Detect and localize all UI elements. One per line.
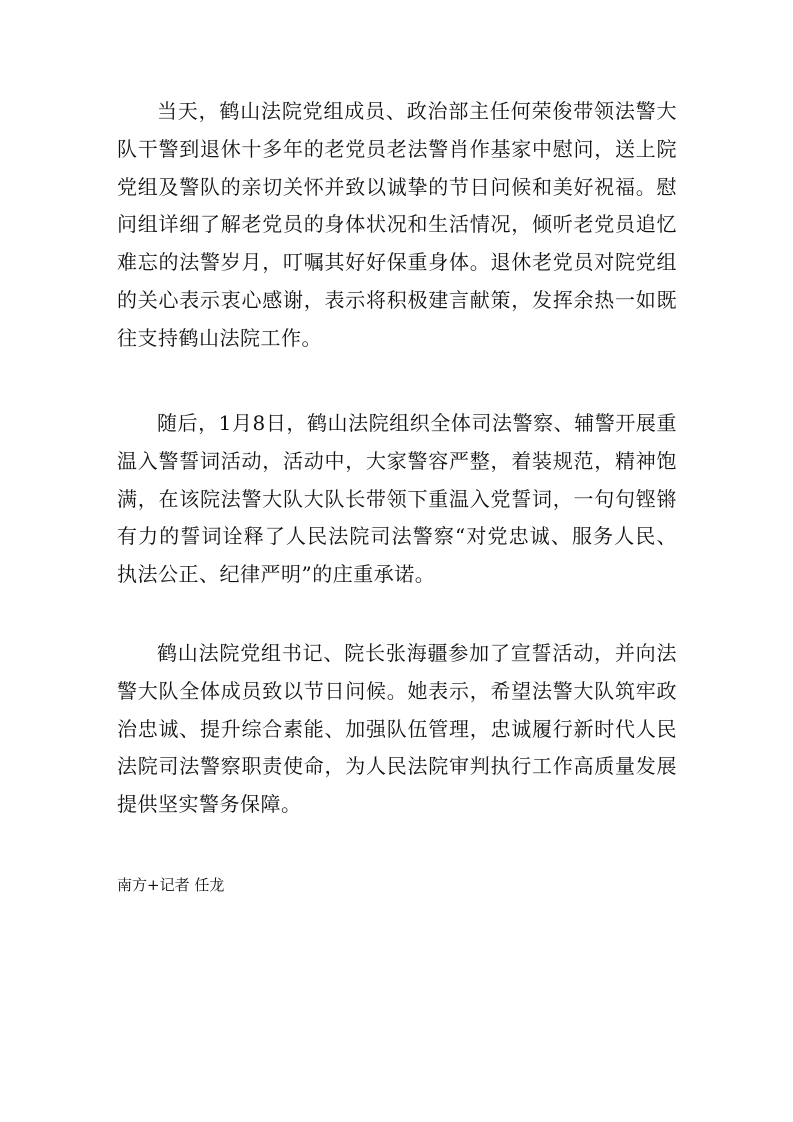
paragraph-condolence-visit: 当天，鹤山法院党组成员、政治部主任何荣俊带领法警大队干警到退休十多年的老党员老法警肖作基家中慰问，送上院党组及警队的亲切关怀并致以诚挚的节日问候和美好祝福。慰问组详细了解老党员的身体状况和生活情况，倾听老党员追忆难忘的法警岁月，叮嘱其好好保重身体。退休老党员对院党组的关心表示衷心感谢，表示将积极建言献策，发挥余热一如既往支持鹤山法院工作。 <box>117 99 677 350</box>
paragraph-oath-ceremony: 随后，1月8日，鹤山法院组织全体司法警察、辅警开展重温入警誓词活动，活动中，大家警容严整，着装规范，精神饱满，在该院法警大队大队长带领下重温入党誓词，一句句铿锵有力的誓词诠释了人民法院司法警察“对党忠诚、服务人民、执法公正、纪律严明”的庄重承诺。 <box>117 411 677 587</box>
paragraph-president-remarks: 鹤山法院党组书记、院长张海疆参加了宣誓活动，并向法警大队全体成员致以节日问候。她表示，希望法警大队筑牢政治忠诚、提升综合素能、加强队伍管理，忠诚履行新时代人民法院司法警察职责使命，为人民法院审判执行工作高质量发展提供坚实警务保障。 <box>117 641 677 817</box>
byline: 南方+记者 任龙 <box>117 876 225 894</box>
